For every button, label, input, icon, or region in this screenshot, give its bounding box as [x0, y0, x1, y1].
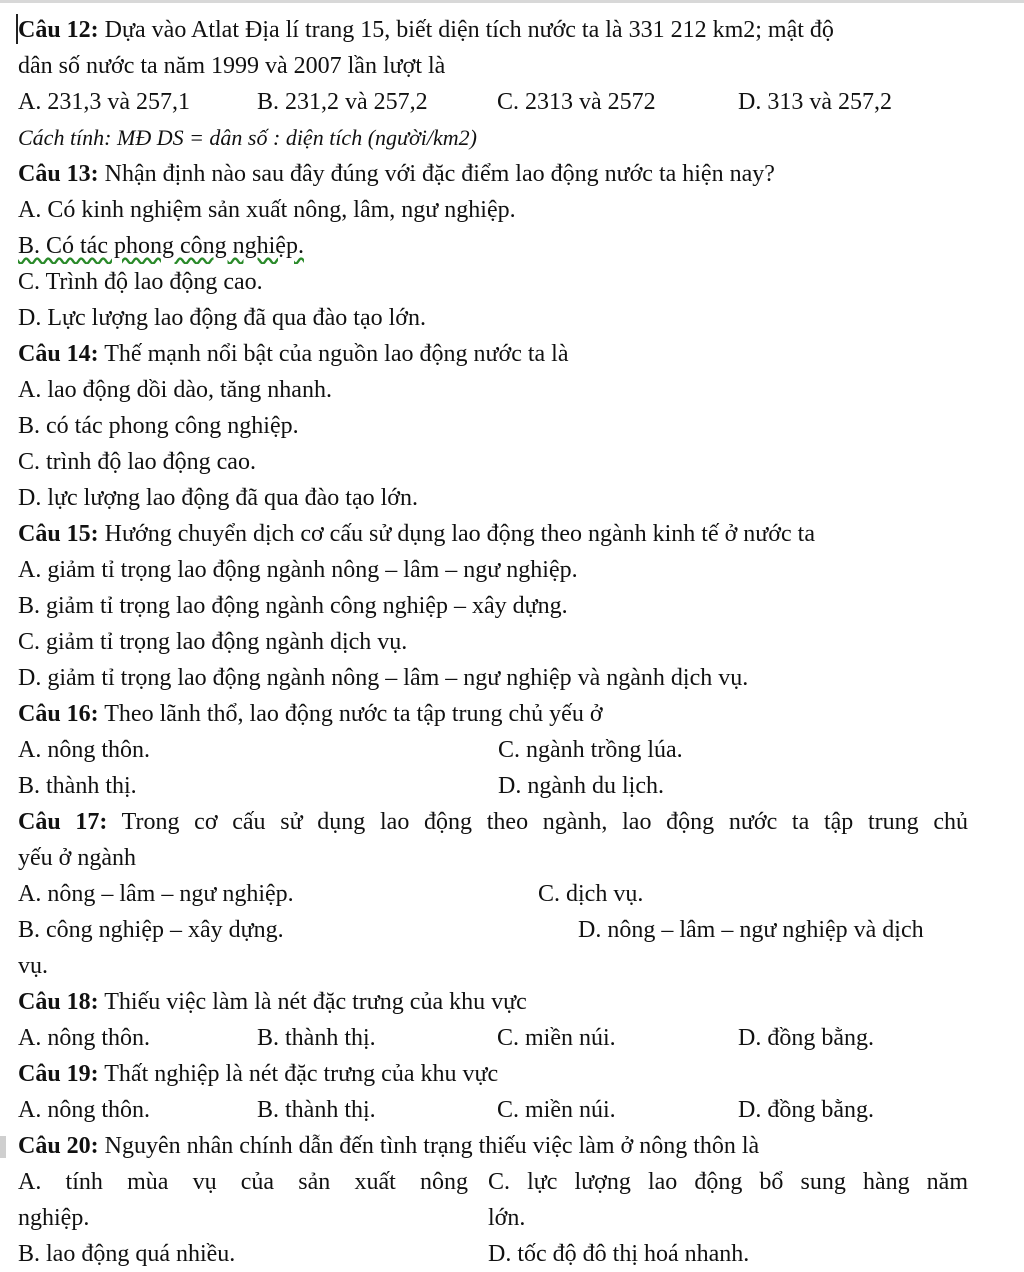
options-row [18, 768, 968, 804]
option-b: B. giảm tỉ trọng lao động ngành công nghiệp – xây dựng. [18, 593, 568, 619]
option-b: B. có tác phong công nghiệp. [18, 413, 299, 439]
question-text: Dựa vào Atlat Địa lí trang 15, biết diện tích nước ta là 331 212 km2; mật độ [104, 17, 834, 43]
option-a: A. nông thôn. [18, 1025, 150, 1051]
option-a [18, 1164, 468, 1236]
option-d: D. giảm tỉ trọng lao động ngành nông – lâm – ngư nghiệp và ngành dịch vụ. [18, 665, 749, 691]
option-a: A. nông thôn. [18, 1097, 150, 1123]
top-border [0, 0, 1024, 3]
option-c: C. ngành trồng lúa. [498, 737, 683, 763]
option-b: B. 231,2 và 257,2 [257, 89, 428, 115]
options-row [18, 912, 968, 948]
option-d: D. tốc độ đô thị hoá nhanh. [488, 1241, 750, 1267]
question-text-cont: yếu ở ngành [18, 845, 136, 871]
question-text: Thế mạnh nổi bật của nguồn lao động nước ta là [104, 341, 569, 367]
question-18 [18, 984, 968, 1020]
question-number: Câu 14: [18, 341, 99, 367]
question-13 [18, 156, 968, 192]
option-c [488, 1164, 968, 1236]
question-number: Câu 20: [18, 1133, 99, 1159]
option-a: A. nông – lâm – ngư nghiệp. [18, 881, 294, 907]
question-text: Nhận định nào sau đây đúng với đặc điểm lao động nước ta hiện nay? [104, 161, 775, 187]
question-text-cont: dân số nước ta năm 1999 và 2007 lần lượt là [18, 53, 446, 79]
option-c: C. miền núi. [497, 1097, 616, 1123]
question-number: Câu 15: [18, 521, 99, 547]
option-d: D. 313 và 257,2 [738, 89, 892, 115]
option-a: A. nông thôn. [18, 737, 150, 763]
option-b [18, 228, 968, 264]
option-c: C. dịch vụ. [538, 881, 644, 907]
question-text: Theo lãnh thổ, lao động nước ta tập trung chủ yếu ở [104, 701, 603, 727]
option-c: C. miền núi. [497, 1025, 616, 1051]
options-block [18, 1164, 968, 1236]
option-a-line2: nghiệp. [18, 1205, 90, 1231]
option-a-line1: A. tính mùa vụ của sản xuất nông [18, 1169, 468, 1195]
options-row [18, 1092, 968, 1128]
option-b: B. thành thị. [18, 773, 137, 799]
option-d: D. Lực lượng lao động đã qua đào tạo lớn. [18, 305, 426, 331]
question-19 [18, 1056, 968, 1092]
option-c: C. trình độ lao động cao. [18, 449, 256, 475]
question-12 [18, 12, 968, 48]
option-c: C. Trình độ lao động cao. [18, 269, 263, 295]
formula-note: Cách tính: MĐ DS = dân số : diện tích (người/km2) [18, 125, 477, 150]
option-a: A. Có kinh nghiệm sản xuất nông, lâm, ngư nghiệp. [18, 197, 516, 223]
option-d: D. đồng bằng. [738, 1097, 874, 1123]
question-17 [18, 804, 968, 840]
option-d: D. ngành du lịch. [498, 773, 664, 799]
question-number: Câu 19: [18, 1061, 99, 1087]
question-number: Câu 16: [18, 701, 99, 727]
option-c-line2: lớn. [488, 1205, 526, 1231]
question-number: Câu 17: [18, 809, 108, 835]
option-a: A. giảm tỉ trọng lao động ngành nông – lâm – ngư nghiệp. [18, 557, 578, 583]
option-c: C. giảm tỉ trọng lao động ngành dịch vụ. [18, 629, 408, 655]
question-text: Hướng chuyển dịch cơ cấu sử dụng lao động theo ngành kinh tế ở nước ta [104, 521, 815, 547]
option-b: B. thành thị. [257, 1097, 376, 1123]
option-d: D. lực lượng lao động đã qua đào tạo lớn. [18, 485, 418, 511]
options-row [18, 876, 968, 912]
option-c-line1: C. lực lượng lao động bổ sung hàng năm [488, 1169, 968, 1195]
question-20 [18, 1128, 968, 1164]
document-page [18, 12, 968, 1272]
options-row [18, 1020, 968, 1056]
option-b: B. lao động quá nhiều. [18, 1241, 236, 1267]
options-row [18, 84, 968, 120]
question-number: Câu 13: [18, 161, 99, 187]
option-d-cont: vụ. [18, 953, 48, 979]
option-b: B. công nghiệp – xây dựng. [18, 917, 284, 943]
question-14 [18, 336, 968, 372]
margin-marker [0, 1136, 6, 1158]
question-text: Trong cơ cấu sử dụng lao động theo ngành, lao động nước ta tập trung chủ [121, 809, 968, 835]
option-c: C. 2313 và 2572 [497, 89, 656, 115]
question-number: Câu 12: [18, 17, 99, 43]
question-number: Câu 18: [18, 989, 99, 1015]
option-b-text: B. Có tác phong công nghiệp. [18, 233, 304, 259]
question-text: Thất nghiệp là nét đặc trưng của khu vực [104, 1061, 499, 1087]
question-16 [18, 696, 968, 732]
option-a: A. 231,3 và 257,1 [18, 89, 190, 115]
question-text: Thiếu việc làm là nét đặc trưng của khu vực [104, 989, 527, 1015]
option-a: A. lao động dồi dào, tăng nhanh. [18, 377, 332, 403]
options-row [18, 732, 968, 768]
option-b: B. thành thị. [257, 1025, 376, 1051]
question-15 [18, 516, 968, 552]
option-d: D. nông – lâm – ngư nghiệp và dịch [578, 917, 924, 943]
option-d: D. đồng bằng. [738, 1025, 874, 1051]
question-text: Nguyên nhân chính dẫn đến tình trạng thiếu việc làm ở nông thôn là [104, 1133, 760, 1159]
